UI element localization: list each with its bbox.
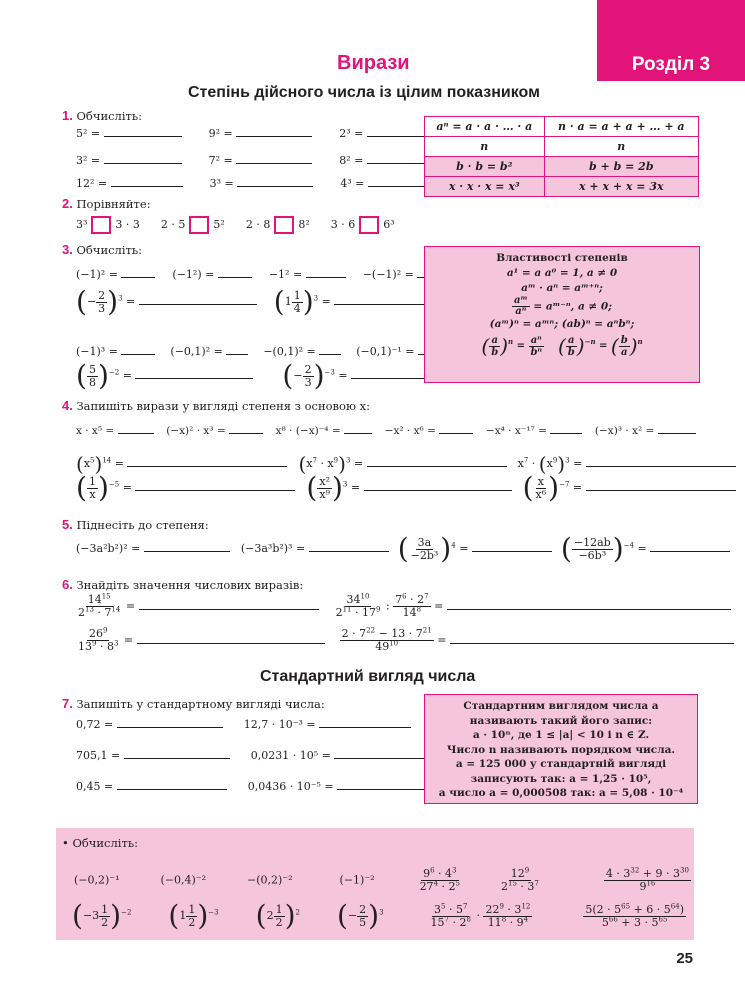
task-7-row-3 — [76, 779, 429, 793]
answer-line[interactable] — [104, 153, 182, 164]
std-section-title: Стандартний вигляд числа — [260, 668, 476, 685]
answer-line[interactable] — [135, 368, 253, 379]
task-3-row-4: ( $\frac{5}{8}$ )$^{-2}$ = (− $\frac{2}{3}$ )$^{-3}$ = — [76, 362, 469, 390]
task-5-header — [62, 517, 209, 532]
expr: (−3a²b²)² = — [76, 542, 141, 555]
expr: −(0,2)⁻² — [247, 873, 293, 887]
answer-line[interactable] — [124, 748, 230, 759]
expr: 5² = — [76, 127, 101, 140]
expr: 0,45 = — [76, 780, 114, 793]
expr: 12² = — [76, 177, 108, 190]
expr: 12,7 · 10⁻³ = — [243, 718, 316, 731]
fraction: $\frac{2}{3}$ — [304, 362, 312, 389]
expr: (−0,1)⁻¹ = — [356, 345, 415, 358]
answer-line[interactable] — [364, 480, 512, 491]
properties-box: Властивості степенів a¹ = a a⁰ = 1, a ≠ 0 aᵐ · aⁿ = aᵐ⁺ⁿ; $\frac{\text{aᵐ}}{\text{aⁿ}}$ = aᵐ⁻ⁿ, a ≠ 0; (aᵐ)ⁿ = aᵐⁿ; (ab)ⁿ = aⁿbⁿ; ( $\frac{a}{b}$ )$^n$ = $\frac{\text{aⁿ}}{\text{bⁿ}}$ ( $\frac{a}{b}$ )$^{-n}$ = ( $\frac{b}{a}$ )$^n$ — [424, 246, 700, 383]
task-3-row-1 — [76, 267, 457, 281]
answer-line[interactable] — [139, 294, 257, 305]
task-2-header — [62, 196, 151, 211]
formula-cell: aⁿ = a · a · … · a — [425, 117, 545, 137]
task-2-row — [76, 216, 395, 234]
task-6-header — [62, 577, 303, 592]
answer-line[interactable] — [144, 541, 230, 552]
answer-line[interactable] — [344, 423, 372, 434]
expr: −1² = — [268, 268, 303, 281]
formula-cell: x + x + x = 3x — [544, 177, 698, 197]
expr: (−x)³ · x² = — [594, 425, 655, 437]
formula-table — [424, 116, 699, 197]
expr: 4³ = — [340, 177, 365, 190]
expr: (−1²) = — [172, 268, 215, 281]
extra-row-2: (−3 $\frac{1}{2}$ )$^{-2}$ (1 $\frac{1}{2}$ )$^{-3}$ (2 $\frac{1}{2}$ )$^2$ (− $\frac{2}{5}$ )$^3$ $\frac{3^5 \cdot 5^7}{15^7 \cdot 2^8}$ · $\frac{22^9 \cdot 3^{12}}{11^8 \cdot 9^4}$ $\frac{5(2 \cdot 5^{65} + 6 \cdot 5^{64})}{5^{66} + 3 \cdot 5^{65}}$ — [72, 899, 684, 932]
expr: (−x)² · x³ = — [166, 425, 226, 437]
task-1-row-1 — [76, 126, 457, 140]
expr: 8² = — [339, 154, 364, 167]
sign: − — [293, 369, 303, 382]
task-number: 3. — [62, 242, 73, 257]
expr: (−3a³b²)³ = — [240, 542, 306, 555]
expr: (−0,4)⁻² — [160, 873, 207, 887]
compare-box[interactable] — [189, 216, 209, 234]
task-prompt: Запишіть у стандартному вигляді числа: — [76, 697, 325, 711]
formula-cell: b · b = b² — [425, 157, 545, 177]
task-prompt: Запишіть вирази у вигляді степеня з основою x: — [76, 399, 370, 413]
answer-line[interactable] — [121, 344, 155, 355]
task-5-row: (−3a²b²)² = (−3a³b²)³ = ( $\frac{3a}{\text{−2b³}}$ )$^4$ = ( $\frac{-12ab}{\text{−6b³}}$ )$^{-4}$ = — [76, 535, 730, 563]
section-color-bar — [597, 0, 745, 49]
answer-line[interactable] — [226, 344, 248, 355]
formula-cell: n · a = a + a + … + a — [544, 117, 698, 137]
rule-line: називають такий його запис: — [469, 714, 653, 727]
rule-line: Число n називають порядком числа. — [446, 743, 676, 756]
expr: x⁸ · (−x)⁻⁴ = — [275, 425, 341, 437]
task-4-row-2: $(x^5)^{14}$ = $(x^7 \cdot x^9)^3$ = $x^7 \cdot (x^9)^3$ = — [76, 450, 736, 478]
expr: (−1)² = — [76, 268, 118, 281]
answer-line[interactable] — [135, 480, 295, 491]
task-prompt: Піднесіть до степеня: — [76, 518, 209, 532]
expr: (−0,1)² = — [170, 345, 223, 358]
expr: x · x⁵ = — [76, 425, 115, 437]
answer-line[interactable] — [236, 153, 312, 164]
task-number: 6. — [62, 577, 73, 592]
answer-line[interactable] — [118, 423, 154, 434]
answer-line[interactable] — [218, 267, 252, 278]
answer-line[interactable] — [127, 456, 287, 467]
chapter-title: Вирази — [337, 52, 410, 74]
task-number: 2. — [62, 196, 73, 211]
expr: −x² · x⁶ = — [384, 425, 436, 437]
expr: 0,0231 · 10⁵ = — [250, 749, 331, 762]
expr: 0,0436 · 10⁻⁵ = — [247, 780, 334, 793]
formula-cell: n — [425, 137, 545, 157]
task-number: 7. — [62, 696, 73, 711]
answer-line[interactable] — [447, 599, 731, 610]
answer-line[interactable] — [117, 779, 227, 790]
expr: 6³ — [383, 218, 395, 231]
sign: − — [86, 295, 97, 308]
expr: 0,72 = — [76, 718, 114, 731]
expr: −(0,1)² = — [263, 345, 316, 358]
expr: 3 · 3 — [115, 218, 140, 231]
compare-box[interactable] — [359, 216, 379, 234]
answer-line[interactable] — [104, 126, 182, 137]
task-number: 1. — [62, 108, 73, 123]
answer-line[interactable] — [121, 267, 155, 278]
topic-title: Степінь дійсного числа із цілим показником — [188, 84, 540, 101]
properties-title: Властивості степенів — [496, 252, 628, 264]
expr: 8² — [298, 218, 310, 231]
extra-row-1: (−0,2)⁻¹ (−0,4)⁻² −(0,2)⁻² (−1)⁻² $\frac{9^6 \cdot 4^3}{27^4 \cdot 2^5}$ $\frac{12^9}{2^{15} \cdot 3^7}$ $\frac{4 \cdot 3^{32} + 9 \cdot 3^{30}}{9^{16}}$ — [74, 866, 689, 893]
answer-line[interactable] — [306, 267, 346, 278]
expr: 5² — [213, 218, 225, 231]
expr: (−0,2)⁻¹ — [74, 873, 120, 887]
answer-line[interactable] — [439, 423, 473, 434]
task-4-row-1 — [76, 423, 696, 437]
expr: 3 · 6 — [330, 218, 356, 231]
answer-line[interactable] — [337, 779, 429, 790]
task-number: 4. — [62, 398, 73, 413]
rule-line: а число a = 0,000508 так: a = 5,08 · 10⁻⁴ — [438, 787, 684, 799]
expr: 3³ — [76, 218, 88, 231]
fraction: $\frac{2}{3}$ — [98, 288, 106, 315]
answer-line[interactable] — [309, 541, 389, 552]
task-4-header — [62, 398, 370, 413]
whole: 1 — [284, 295, 292, 308]
formula-cell: b + b = 2b — [544, 157, 698, 177]
expr: 7² = — [208, 154, 233, 167]
expr: 3³ = — [209, 177, 234, 190]
property-line: = aᵐ⁻ⁿ, a ≠ 0; — [533, 300, 613, 313]
expr: −x⁴ · x⁻¹⁷ = — [485, 425, 547, 437]
expr: −(−1)² = — [362, 268, 414, 281]
task-3-header — [62, 242, 142, 257]
expr: 2 · 8 — [245, 218, 271, 231]
rule-line: a = 125 000 у стандартній вигляді — [455, 758, 667, 770]
task-1-header — [62, 108, 142, 123]
answer-line[interactable] — [237, 176, 313, 187]
answer-line[interactable] — [139, 599, 319, 610]
task-4-row-3: ( $\frac{1}{x}$ )$^{-5}$ = ( $\frac{\text{x²}}{\text{x⁹}}$ )$^3$ = ( $\frac{x}{\text{x⁶}}$ )$^{-7}$ = — [76, 474, 736, 502]
expr: 705,1 = — [76, 749, 121, 762]
answer-line[interactable] — [472, 541, 552, 552]
answer-line[interactable] — [319, 717, 411, 728]
answer-line[interactable] — [450, 633, 734, 644]
task-6-row-1: $\frac{14^{15}}{2^{13} \cdot 7^{14}}$ = $\frac{34^{10}}{2^{11} \cdot 17^9}$ : $\frac{7^6 \cdot 2^7}{14^8}$ = — [76, 594, 731, 619]
answer-line[interactable] — [550, 423, 582, 434]
expr: 2³ = — [339, 127, 364, 140]
task-prompt: Знайдіть значення числових виразів: — [76, 578, 304, 592]
property-line: aᵐ · aⁿ = aᵐ⁺ⁿ; — [521, 282, 603, 294]
task-3-row-2: (− $\frac{2}{3}$ )$^3$ = (1 $\frac{1}{4}$ )$^3$ = — [76, 288, 466, 316]
fraction: $\frac{1}{4}$ — [293, 288, 301, 315]
compare-box[interactable] — [274, 216, 294, 234]
section-label: Розділ 3 — [597, 49, 745, 81]
rule-line: Стандартним виглядом числа a — [463, 700, 659, 712]
answer-line[interactable] — [137, 633, 325, 644]
expr: 9² = — [208, 127, 233, 140]
formula-cell: n — [544, 137, 698, 157]
extra-prompt: • Обчисліть: — [62, 836, 138, 850]
rule-line: записують так: a = 1,25 · 10⁵, — [470, 772, 652, 785]
task-prompt: Обчисліть: — [76, 243, 143, 257]
answer-line[interactable] — [586, 480, 736, 491]
answer-line[interactable] — [334, 748, 426, 759]
task-prompt: Обчисліть: — [76, 109, 143, 123]
property-line: a¹ = a a⁰ = 1, a ≠ 0 — [506, 267, 618, 279]
answer-line[interactable] — [650, 541, 730, 552]
formula-cell: x · x · x = x³ — [425, 177, 545, 197]
compare-box[interactable] — [91, 216, 111, 234]
task-number: 5. — [62, 517, 73, 532]
fraction: $\frac{5}{8}$ — [88, 362, 96, 389]
task-7-row-2 — [76, 748, 426, 762]
task-1-row-3 — [76, 176, 458, 190]
task-7-row-1 — [76, 717, 411, 731]
answer-line[interactable] — [319, 344, 341, 355]
task-1-row-2 — [76, 153, 457, 167]
expr: (−1)³ = — [76, 345, 118, 358]
rule-line: a · 10ⁿ, де 1 ≤ |a| < 10 і n ∈ Z. — [472, 729, 650, 741]
page-number: 25 — [676, 950, 693, 967]
answer-line[interactable] — [586, 456, 736, 467]
task-3-row-3 — [76, 344, 452, 358]
task-6-row-2: $\frac{26^9}{13^9 \cdot 8^3}$ = $\frac{2 \cdot 7^{22} - 13 \cdot 7^{21}}{49^{10}}$ = — [76, 628, 734, 653]
property-line: (aᵐ)ⁿ = aᵐⁿ; (ab)ⁿ = aⁿbⁿ; — [489, 318, 635, 330]
answer-line[interactable] — [229, 423, 263, 434]
answer-line[interactable] — [658, 423, 696, 434]
answer-line[interactable] — [367, 456, 507, 467]
answer-line[interactable] — [117, 717, 223, 728]
task-7-header — [62, 696, 325, 711]
expr: (−1)⁻² — [339, 873, 375, 887]
expr: 2 · 5 — [160, 218, 186, 231]
answer-line[interactable] — [111, 176, 183, 187]
standard-form-box — [424, 694, 698, 804]
expr: 3² = — [76, 154, 101, 167]
task-prompt: Порівняйте: — [76, 197, 151, 211]
answer-line[interactable] — [236, 126, 312, 137]
